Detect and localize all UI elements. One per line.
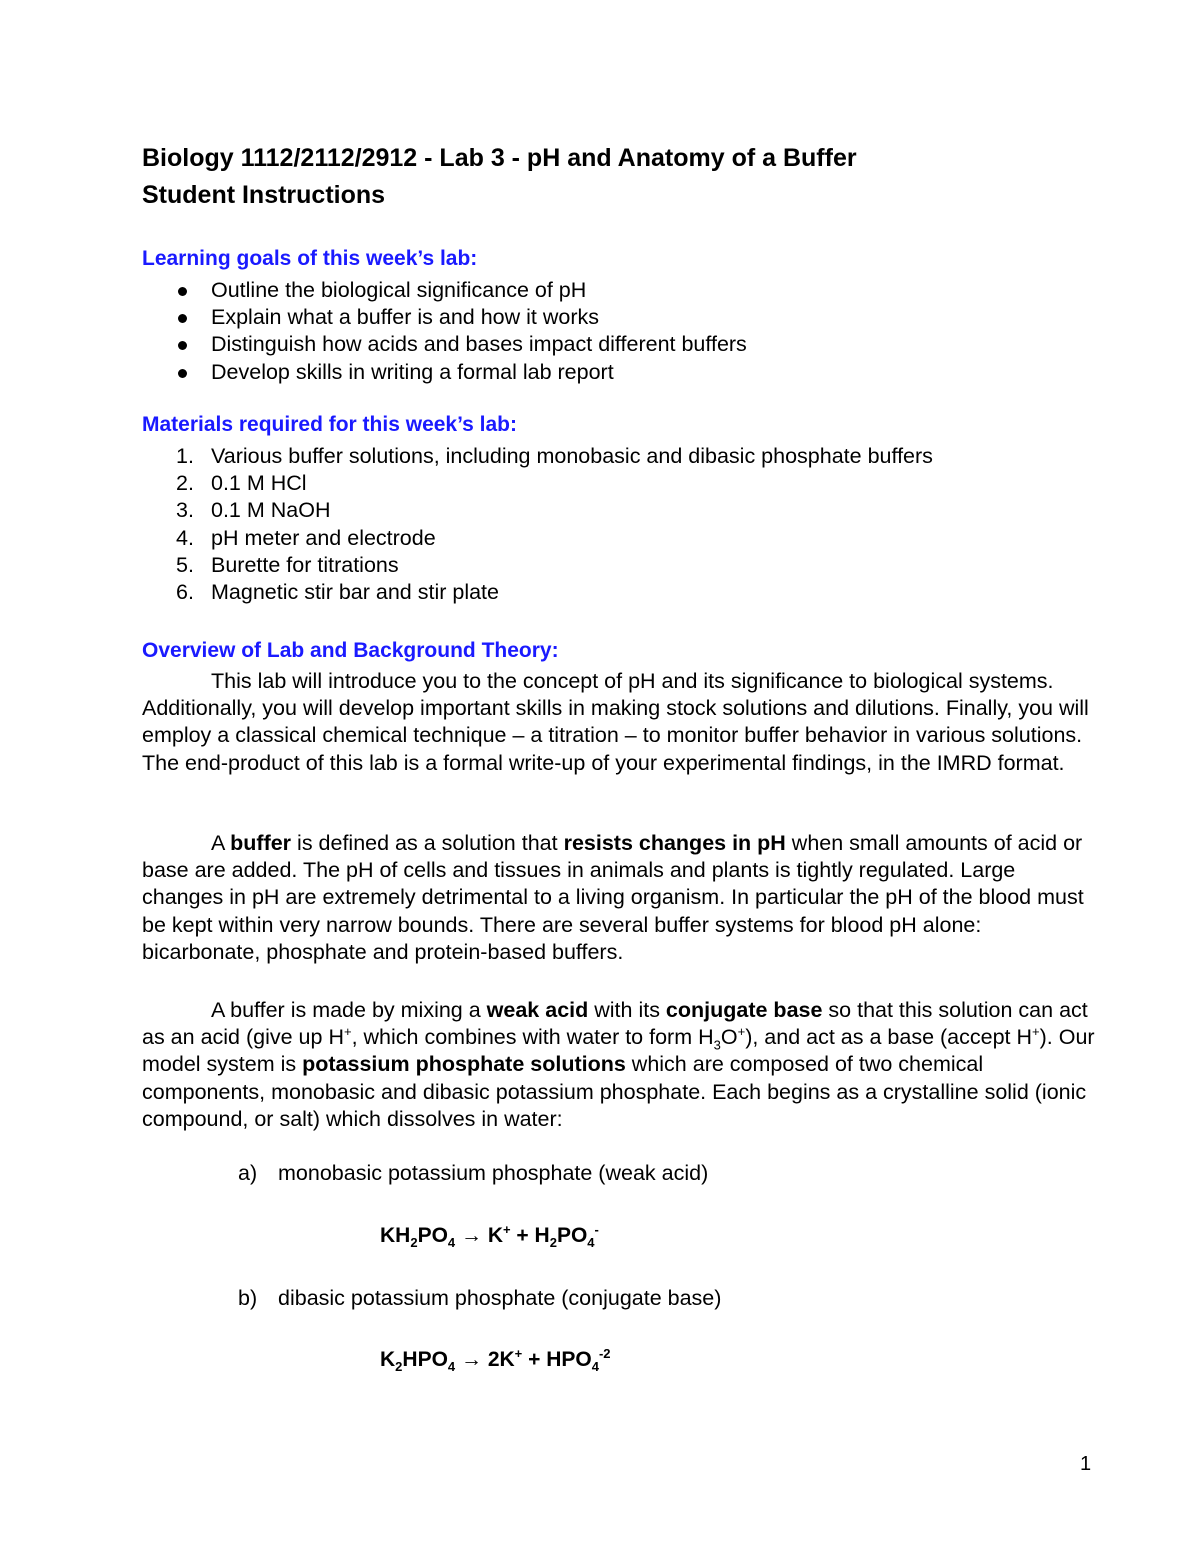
materials-heading: Materials required for this week’s lab: bbox=[142, 413, 518, 436]
list-number: 3. bbox=[176, 498, 194, 523]
list-item: Distinguish how acids and bases impact different buffers bbox=[142, 331, 747, 358]
equation-monobasic: $KH_2PO_4 \to K^+ + H_2PO_4^-$ bbox=[380, 1222, 599, 1251]
list-item: 4. pH meter and electrode bbox=[176, 525, 436, 550]
learning-goals-heading: Learning goals of this week’s lab: bbox=[142, 247, 478, 270]
overview-paragraph-1: This lab will introduce you to the concept of pH and its significance to biological systems. Additionally, you will develop important skills in making stock solutions and dilutions. Finally, you will employ a classical chemical technique – a titration – to monitor buffer behavior in various solutions. The end-product of this lab is a formal write-up of your experimental findings, in the IMRD format. bbox=[142, 669, 1089, 775]
compound-description-b: dibasic potassium phosphate (conjugate base) bbox=[278, 1286, 722, 1310]
compound-description-a: monobasic potassium phosphate (weak acid) bbox=[278, 1161, 709, 1185]
learning-goals-list bbox=[142, 277, 747, 386]
overview-heading: Overview of Lab and Background Theory: bbox=[142, 639, 559, 662]
compound-label-a: a) bbox=[238, 1161, 258, 1185]
list-number: 5. bbox=[176, 552, 194, 577]
page-number: 1 bbox=[1080, 1453, 1092, 1475]
overview-paragraph-2: A buffer is defined as a solution that resists changes in pH when small amounts of acid or base are added. The pH of cells and tissues in animals and plants is tightly regulated. Large changes in pH are extremely detrimental to a living organism. In particular the pH of the blood must be kept within very narrow bounds. There are several buffer systems for blood pH alone: bicarbonate, phosphate and protein-based buffers. bbox=[142, 831, 1084, 964]
bullet-icon bbox=[178, 314, 187, 323]
list-number: 1. bbox=[176, 444, 194, 468]
list-number: 4. bbox=[176, 525, 194, 550]
document-subtitle: Student Instructions bbox=[142, 181, 386, 209]
list-number: 6. bbox=[176, 579, 194, 604]
list-item: 6. Magnetic stir bar and stir plate bbox=[176, 579, 499, 604]
list-item: 3. 0.1 M NaOH bbox=[176, 498, 331, 523]
compound-label-b: b) bbox=[238, 1286, 258, 1310]
bullet-icon bbox=[178, 341, 187, 350]
bullet-icon bbox=[178, 287, 187, 296]
equation-dibasic: $K_2HPO_4 \to 2K^+ + HPO_4^{-2}$ bbox=[380, 1346, 611, 1375]
list-item: 5. Burette for titrations bbox=[176, 552, 399, 577]
list-item: 2. 0.1 M HCl bbox=[176, 471, 307, 496]
bullet-icon bbox=[178, 369, 187, 378]
materials-list bbox=[142, 443, 933, 606]
list-number: 2. bbox=[176, 471, 194, 496]
document-title: Biology 1112/2112/2912 - Lab 3 - pH and Anatomy of a Buffer bbox=[142, 144, 857, 172]
list-item: Develop skills in writing a formal lab report bbox=[142, 359, 747, 386]
list-item: Explain what a buffer is and how it works bbox=[142, 304, 747, 331]
list-item: Outline the biological significance of pH bbox=[142, 277, 747, 304]
overview-paragraph-3: A buffer is made by mixing a weak acid with its conjugate base so that this solution can act as an acid (give up H+, which combines with water to form $H_3O^+$), and act as a base (accept H+). Our model system is potassium phosphate solutions which are composed of two chemical components, monobasic and dibasic potassium phosphate. Each begins as a crystalline solid (ionic compound, or salt) which dissolves in water: bbox=[142, 998, 1095, 1131]
list-item: 1. Various buffer solutions, including monobasic and dibasic phosphate buffers bbox=[176, 444, 933, 468]
